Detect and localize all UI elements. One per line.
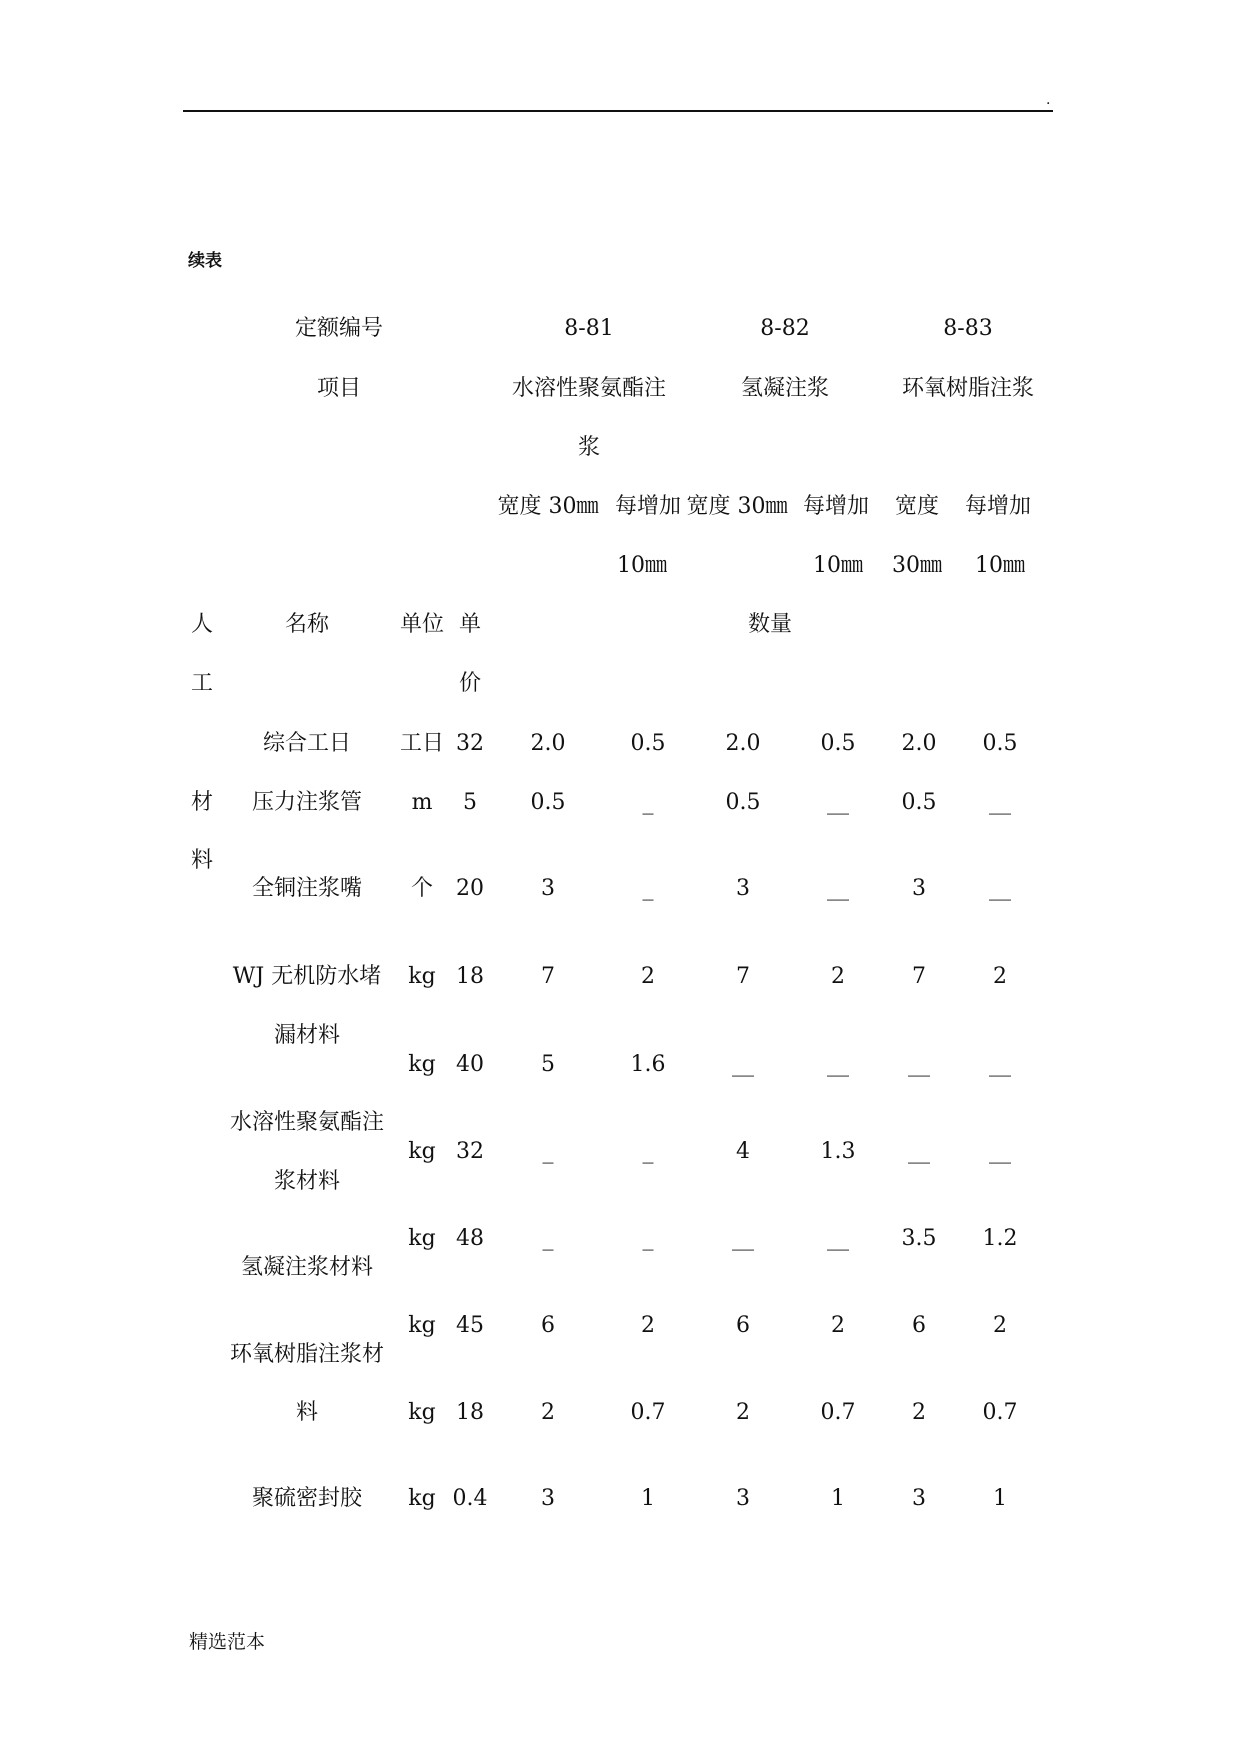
row-value: 6 [541,1313,555,1338]
row-value: 2 [641,1313,655,1338]
row-value: __ [989,790,1011,815]
row-value: 1 [641,1486,655,1511]
row-value: 4 [736,1139,750,1164]
row-value: 0.5 [901,790,937,815]
row-value: _ [642,1139,654,1164]
code-8-81: 8-81 [564,316,614,341]
row-value: __ [827,876,849,901]
row-name: 全铜注浆嘴 [251,876,363,901]
row-value: 0.7 [820,1400,856,1425]
row-value: __ [908,1052,930,1077]
code-8-83: 8-83 [943,316,993,341]
header-price: 单 [458,612,482,637]
row-price: 20 [456,876,484,901]
row-name-2: 料 [295,1400,319,1425]
row-value: 7 [541,964,555,989]
row-name: 聚硫密封胶 [251,1486,363,1511]
material-label-2: 料 [190,848,214,873]
header-quantity: 数量 [747,612,793,637]
row-value: 3 [541,876,555,901]
row-value: __ [989,876,1011,901]
row-value: 7 [736,964,750,989]
code-label: 定额编号 [294,316,384,341]
row-value: 0.7 [630,1400,666,1425]
header-dot: . [1046,92,1051,108]
row-value: __ [732,1226,754,1251]
row-value: 2.0 [530,731,566,756]
row-value: 2 [641,964,655,989]
spec-add-c: 每增加 [964,494,1032,519]
row-value: __ [827,790,849,815]
row-value: 3 [541,1486,555,1511]
row-price: 45 [456,1313,484,1338]
row-unit: kg [408,1226,436,1251]
row-value: 0.5 [630,731,666,756]
row-value: 0.5 [982,731,1018,756]
item-label: 项目 [316,376,362,401]
spec-add-c-2: 10㎜ [975,553,1025,578]
row-value: 1.2 [982,1226,1018,1251]
row-value: 2.0 [725,731,761,756]
row-value: _ [642,876,654,901]
row-price: 5 [463,790,477,815]
spec-add-b: 每增加 [802,494,870,519]
spec-add-a-2: 10㎜ [617,553,667,578]
row-value: _ [642,790,654,815]
row-name-2: 浆材料 [273,1169,341,1194]
item-a-cont: 浆 [577,435,601,460]
header-price-2: 价 [458,671,482,696]
row-name-2: 漏材料 [273,1023,341,1048]
row-value: 0.5 [820,731,856,756]
row-value: _ [542,1139,554,1164]
row-unit: 工日 [399,731,445,756]
code-8-82: 8-82 [760,316,810,341]
row-value: 6 [736,1313,750,1338]
row-value: _ [642,1226,654,1251]
header-labor: 人 [190,612,214,637]
row-name: 氢凝注浆材料 [240,1255,374,1280]
row-value: __ [908,1139,930,1164]
row-value: 1 [993,1486,1007,1511]
spec-width-a: 宽度 30㎜ [497,494,599,519]
row-value: __ [827,1226,849,1251]
row-unit: 个 [410,876,434,901]
row-name: 水溶性聚氨酯注 [229,1110,385,1135]
header-name: 名称 [284,612,330,637]
spec-width-b: 宽度 30㎜ [686,494,788,519]
material-label: 材 [190,790,214,815]
row-price: 40 [456,1052,484,1077]
row-price: 0.4 [452,1486,488,1511]
continued-label: 续表 [188,251,222,271]
row-unit: kg [408,1486,436,1511]
row-value: 2 [993,1313,1007,1338]
row-price: 18 [456,1400,484,1425]
row-value: 3.5 [901,1226,937,1251]
row-price: 32 [456,1139,484,1164]
row-value: __ [827,1052,849,1077]
item-c: 环氧树脂注浆 [901,376,1035,401]
row-value: _ [542,1226,554,1251]
row-value: 2 [993,964,1007,989]
row-name: WJ 无机防水堵 [232,964,382,989]
row-unit: kg [408,1400,436,1425]
row-name: 环氧树脂注浆材 [229,1342,385,1367]
row-value: 3 [912,1486,926,1511]
row-value: 7 [912,964,926,989]
row-value: 0.5 [725,790,761,815]
item-b: 氢凝注浆 [740,376,830,401]
row-value: 2 [541,1400,555,1425]
row-unit: kg [408,1313,436,1338]
row-value: 5 [541,1052,555,1077]
row-value: 1.6 [630,1052,666,1077]
row-value: 6 [912,1313,926,1338]
row-value: __ [989,1139,1011,1164]
row-value: 3 [912,876,926,901]
row-price: 48 [456,1226,484,1251]
spec-width-c: 宽度 [894,494,940,519]
row-value: __ [732,1052,754,1077]
row-unit: kg [408,1052,436,1077]
row-unit: kg [408,1139,436,1164]
row-value: 3 [736,876,750,901]
item-a: 水溶性聚氨酯注 [511,376,667,401]
row-value: 0.7 [982,1400,1018,1425]
row-price: 18 [456,964,484,989]
header-labor-2: 工 [190,671,214,696]
header-unit: 单位 [399,612,445,637]
row-value: 2 [831,1313,845,1338]
footer-text: 精选范本 [189,1631,266,1653]
row-value: __ [989,1052,1011,1077]
row-value: 2 [912,1400,926,1425]
row-name: 压力注浆管 [251,790,363,815]
spec-width-c-2: 30㎜ [892,553,942,578]
row-unit: kg [408,964,436,989]
row-value: 3 [736,1486,750,1511]
row-name: 综合工日 [262,731,352,756]
spec-add-a: 每增加 [614,494,682,519]
header-rule [183,110,1053,112]
row-value: 2 [831,964,845,989]
row-value: 0.5 [530,790,566,815]
row-unit: m [411,790,433,815]
row-value: 1.3 [820,1139,856,1164]
row-value: 1 [831,1486,845,1511]
spec-add-b-2: 10㎜ [813,553,863,578]
row-value: 2.0 [901,731,937,756]
row-price: 32 [456,731,484,756]
row-value: 2 [736,1400,750,1425]
